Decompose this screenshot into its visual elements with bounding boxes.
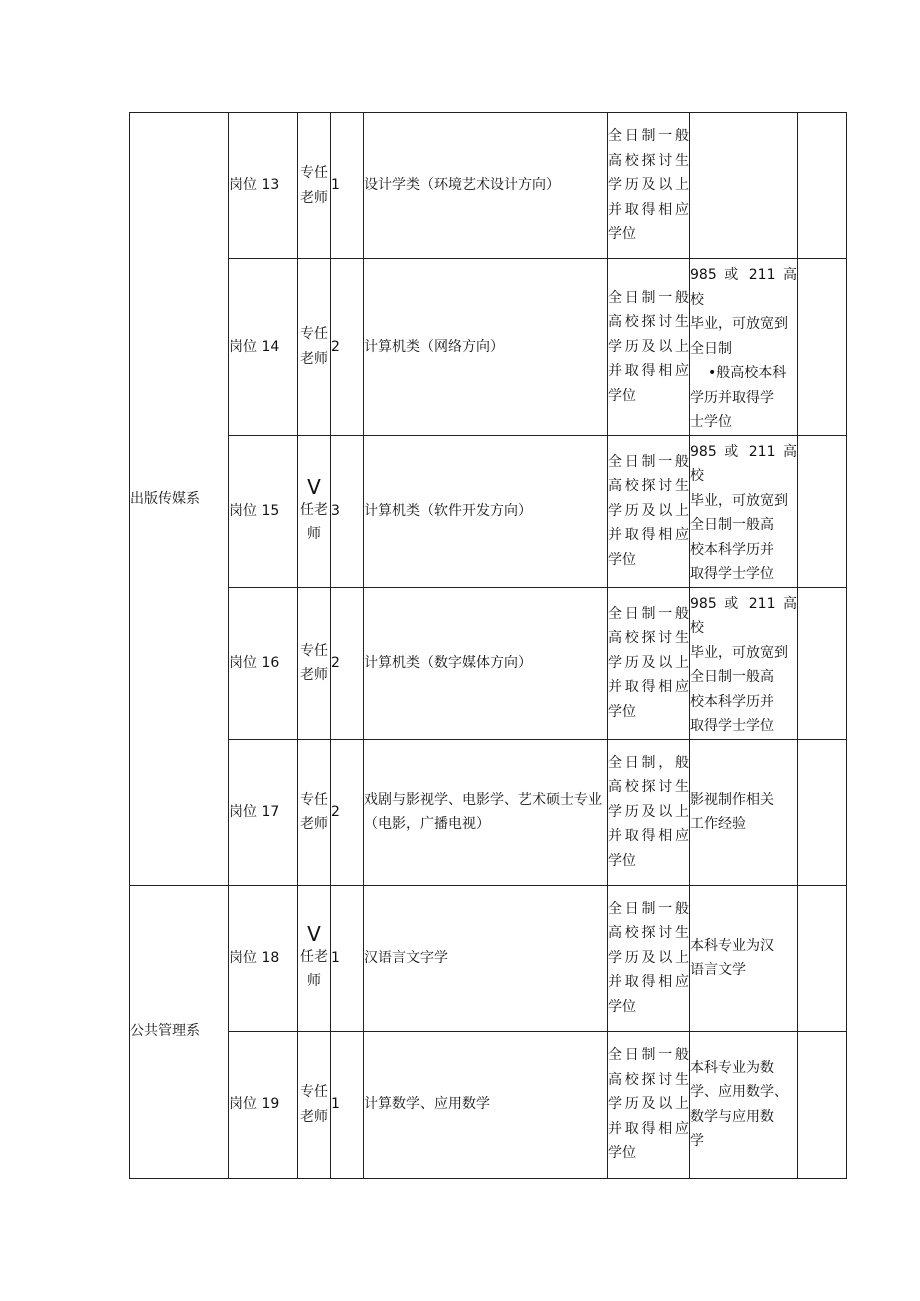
requirement-cell: 影视制作相关 工作经验 xyxy=(690,739,798,885)
department-cell: 公共管理系 xyxy=(130,885,229,1178)
job-type-cell xyxy=(298,113,331,259)
remark-cell xyxy=(798,435,847,587)
requirement-cell: 本科专业为数 学、应用数学、 数学与应用数 学 xyxy=(690,1031,798,1178)
education-cell: 全日制一般 高校探讨生 学历及以上 并取得相应 学位 xyxy=(608,1031,690,1178)
headcount-cell: 2 xyxy=(331,739,364,885)
headcount-cell: 1 xyxy=(331,1031,364,1178)
job-type-cell: 专任 老师 xyxy=(298,259,331,436)
education-cell: 全日制一般 高校探讨生 学历及以上 并取得相应 学位 xyxy=(608,435,690,587)
education-cell: 全日制一般 高校探讨生 学历及以上 并取得相应 学位 xyxy=(608,259,690,436)
job-type-cell: V 任老 师 xyxy=(298,435,331,587)
major-cell: 计算机类（网络方向） xyxy=(364,259,608,436)
major-cell: 计算数学、应用数学 xyxy=(364,1031,608,1178)
remark-cell xyxy=(798,259,847,436)
remark-cell xyxy=(798,739,847,885)
job-type-cell: 专任 老师 xyxy=(298,739,331,885)
job-type-line: 专任 xyxy=(300,165,328,181)
major-cell: 汉语言文字学 xyxy=(364,885,608,1031)
remark-cell xyxy=(798,113,847,259)
position-cell: 岗位 18 xyxy=(229,885,298,1031)
position-cell: 岗位 15 xyxy=(229,435,298,587)
table-row xyxy=(130,885,847,1031)
requirement-cell: 985 或 211 高校 毕业，可放宽到 全日制 •般高校本科 学历并取得学 士学位 xyxy=(690,259,798,436)
position-cell: 岗位 19 xyxy=(229,1031,298,1178)
job-type-line: 老师 xyxy=(300,189,328,206)
education-cell: 全日制一般 高校探讨生 学历及以上 并取得相应 学位 xyxy=(608,885,690,1031)
job-type-cell: 专任 老师 xyxy=(298,1031,331,1178)
remark-cell xyxy=(798,1031,847,1178)
job-type-cell: V 任老 师 xyxy=(298,885,331,1031)
recruitment-table xyxy=(129,112,847,1179)
table-row xyxy=(130,587,847,739)
remark-cell xyxy=(798,885,847,1031)
position-cell: 岗位 13 xyxy=(229,113,298,259)
remark-cell xyxy=(798,587,847,739)
headcount-cell: 2 xyxy=(331,259,364,436)
department-cell: 出版传媒系 xyxy=(130,113,229,886)
position-cell: 岗位 17 xyxy=(229,739,298,885)
requirement-cell: 985 或 211 高校 毕业，可放宽到 全日制一般高 校本科学历并 取得学士学位 xyxy=(690,587,798,739)
education-cell: 全日制一般 高校探讨生 学历及以上 并取得相应 学位 xyxy=(608,113,690,259)
headcount-cell: 1 xyxy=(331,113,364,259)
major-cell: 计算机类（软件开发方向） xyxy=(364,435,608,587)
table-row xyxy=(130,113,847,259)
table-row xyxy=(130,259,847,436)
major-cell: 计算机类（数字媒体方向） xyxy=(364,587,608,739)
major-cell: 设计学类（环境艺术设计方向） xyxy=(364,113,608,259)
table-row xyxy=(130,435,847,587)
requirement-cell: 985 或 211 高校 毕业，可放宽到 全日制一般高 校本科学历并 取得学士学位 xyxy=(690,435,798,587)
requirement-cell xyxy=(690,113,798,259)
headcount-cell: 3 xyxy=(331,435,364,587)
education-cell: 全日制，般 高校探讨生 学历及以上 并取得相应 学位 xyxy=(608,739,690,885)
headcount-cell: 2 xyxy=(331,587,364,739)
position-cell: 岗位 16 xyxy=(229,587,298,739)
education-cell: 全日制一般 高校探讨生 学历及以上 并取得相应 学位 xyxy=(608,587,690,739)
table-row xyxy=(130,739,847,885)
table-row xyxy=(130,1031,847,1178)
position-cell: 岗位 14 xyxy=(229,259,298,436)
headcount-cell: 1 xyxy=(331,885,364,1031)
job-type-cell: 专任 老师 xyxy=(298,587,331,739)
requirement-cell: 本科专业为汉 语言文学 xyxy=(690,885,798,1031)
major-cell: 戏剧与影视学、电影学、艺术硕士专业（电影，广播电视） xyxy=(364,739,608,885)
